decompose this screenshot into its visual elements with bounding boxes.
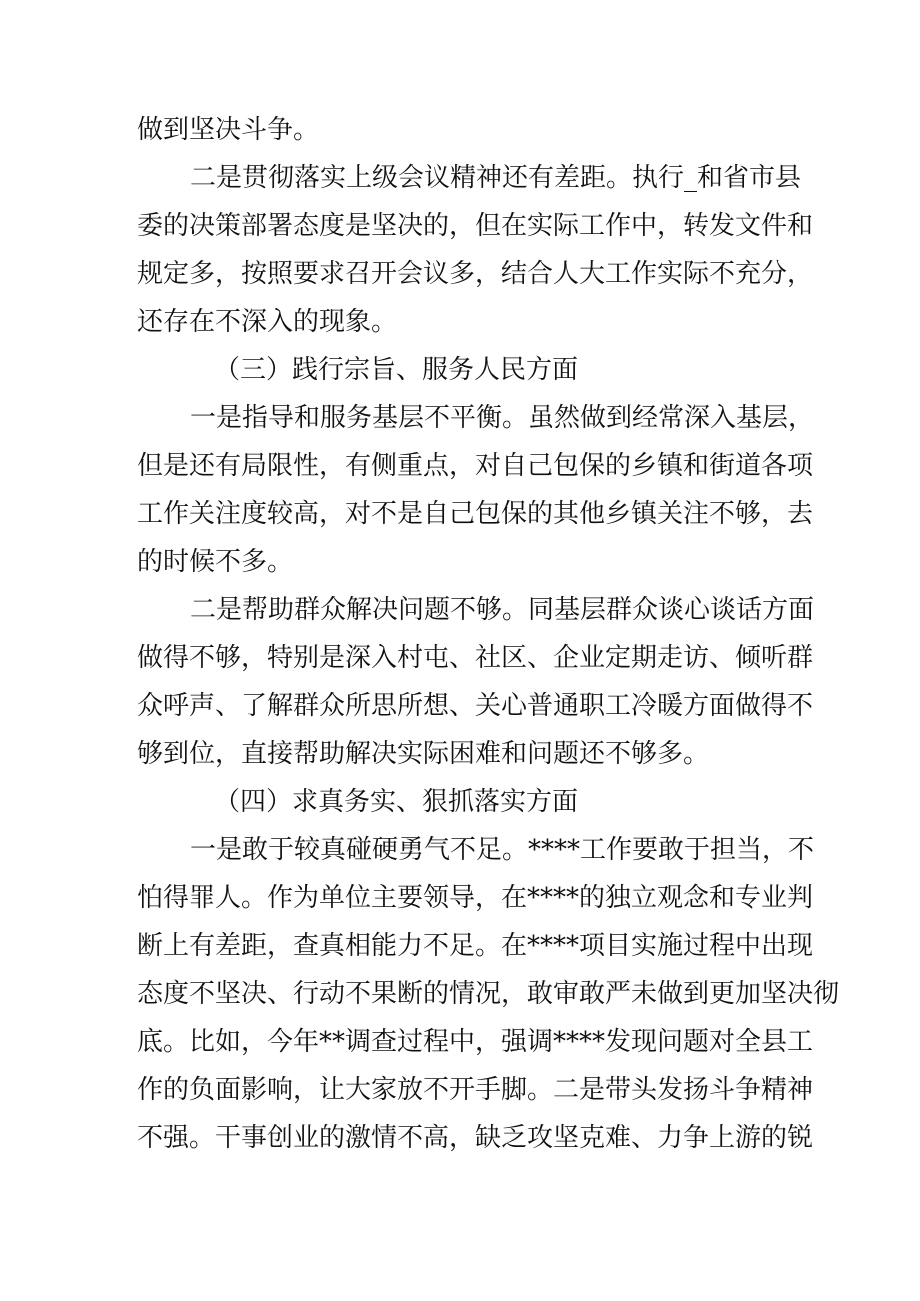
text-line: 做到坚决斗争。 <box>137 115 320 145</box>
text-line: 够到位，直接帮助解决实际困难和问题还不够多。 <box>137 739 710 769</box>
text-line: 二是帮助群众解决问题不够。同基层群众谈心谈话方面 <box>190 595 815 625</box>
text-line: 断上有差距，查真相能力不足。在****项目实施过程中出现 <box>137 931 814 961</box>
text-line: 规定多，按照要求召开会议多，结合人大工作实际不充分， <box>137 259 814 289</box>
text-line: 委的决策部署态度是坚决的，但在实际工作中，转发文件和 <box>137 211 814 241</box>
text-line: 做得不够，特别是深入村屯、社区、企业定期走访、倾听群 <box>137 643 814 673</box>
text-line: 二是贯彻落实上级会议精神还有差距。执行_和省市县 <box>190 163 802 193</box>
text-line: 一是指导和服务基层不平衡。虽然做到经常深入基层， <box>190 403 815 433</box>
text-line: 不强。干事创业的激情不高，缺乏攻坚克难、力争上游的锐 <box>137 1123 814 1153</box>
text-line: 的时候不多。 <box>137 547 294 577</box>
text-line: 工作关注度较高，对不是自己包保的其他乡镇关注不够，去 <box>137 499 814 529</box>
text-line: 底。比如，今年**调查过程中，强调****发现问题对全县工 <box>137 1027 814 1057</box>
section-heading: （三）践行宗旨、服务人民方面 <box>214 355 579 385</box>
text-line: 态度不坚决、行动不果断的情况，敢审敢严未做到更加坚决彻 <box>137 979 840 1009</box>
text-line: 但是还有局限性，有侧重点，对自己包保的乡镇和街道各项 <box>137 451 814 481</box>
text-line: 怕得罪人。作为单位主要领导，在****的独立观念和专业判 <box>137 883 814 913</box>
text-line: 作的负面影响，让大家放不开手脚。二是带头发扬斗争精神 <box>137 1075 814 1105</box>
section-heading: （四）求真务实、狠抓落实方面 <box>214 787 579 817</box>
text-line: 众呼声、了解群众所思所想、关心普通职工冷暖方面做得不 <box>137 691 814 721</box>
text-line: 一是敢于较真碰硬勇气不足。****工作要敢于担当，不 <box>190 835 815 865</box>
text-line: 还存在不深入的现象。 <box>137 307 398 337</box>
